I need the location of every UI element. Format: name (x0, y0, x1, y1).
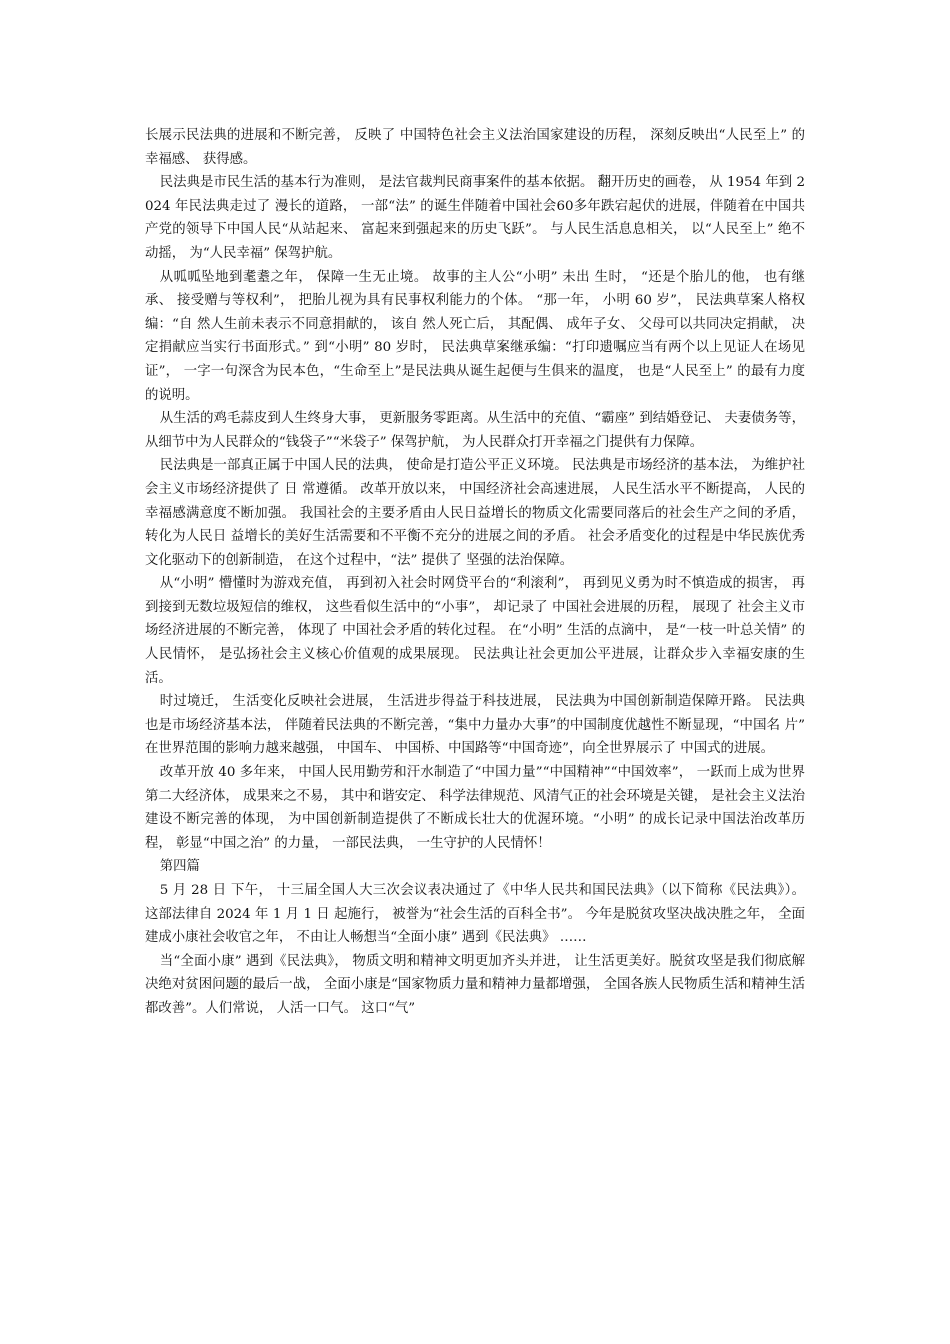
paragraph: 长展示民法典的进展和不断完善， 反映了 中国特色社会主义法治国家建设的历程， 深刻反映出“人民至上” 的幸福感、 获得感。 (145, 128, 805, 167)
paragraph: 时过境迁， 生活变化反映社会进展， 生活进步得益于科技进展， 民法典为中国创新制造保障开路。 民法典也是市场经济基本法， 伴随着民法典的不断完善，“集中力量办大事”的中国制度优越性不断显现，“中国名 片” 在世界范围的影响力越来越强， 中国车、 中国桥、中国路等“中国奇迹”，向全世界展示了 中国式的进展。 (145, 694, 805, 757)
document-body (145, 124, 805, 1021)
paragraph: 5 月 28 日 下午， 十三届全国人大三次会议表决通过了《中华人民共和国民法典》（以下简称《民法典》）。 这部法律自 2024 年 1 月 1 日 起施行， 被誉为“社会生活的百科全书”。 今年是脱贫攻坚决战决胜之年， 全面建成小康社会收官之年， 不由让人畅想当“全面小康” 遇到《民法典》 …… (145, 883, 805, 946)
paragraph: 民法典是市民生活的基本行为准则， 是法官裁判民商事案件的基本依据。 翻开历史的画卷， 从 1954 年到 2024 年民法典走过了 漫长的道路， 一部“法” 的诞生伴随着中国社会60多年跌宕起伏的进展，伴随着在中国共产党的领导下中国人民“从站起来、 富起来到强起来的历史飞跃”。 与人民生活息息相关， 以“人民至上” 绝不动摇， 为“人民幸福” 保驾护航。 (145, 175, 805, 261)
paragraph: 改革开放 40 多年来， 中国人民用勤劳和汗水制造了“中国力量”“中国精神”“中国效率”， 一跃而上成为世界第二大经济体， 成果来之不易， 其中和谐安定、 科学法律规范、风清气正的社会环境是关键， 是社会主义法治建设不断完善的体现， 为中国创新制造提供了不断成长壮大的优渥环境。“小明” 的成长记录中国法治改革历程， 彰显“中国之治” 的力量， 一部民法典， 一生守护的人民情怀！ (145, 765, 805, 851)
paragraph: 民法典是一部真正属于中国人民的法典， 使命是打造公平正义环境。 民法典是市场经济的基本法， 为维护社会主义市场经济提供了 日 常遵循。 改革开放以来， 中国经济社会高速进展， 人民生活水平不断提高， 人民的幸福感满意度不断加强。 我国社会的主要矛盾由人民日益增长的物质文化需要同落后的社会生产之间的矛盾， 转化为人民日 益增长的美好生活需要和不平衡不充分的进展之间的矛盾。 社会矛盾变化的过程是中华民族优秀文化驱动下的创新制造， 在这个过程中，“法” 提供了 坚强的法治保障。 (145, 458, 805, 568)
paragraph: 从生活的鸡毛蒜皮到人生终身大事， 更新服务零距离。从生活中的充值、“霸座” 到结婚登记、 夫妻债务等， 从细节中为人民群众的“钱袋子”“米袋子” 保驾护航， 为人民群众打开幸福之门提供有力保障。 (145, 411, 805, 450)
section-heading: 第四篇 (159, 859, 200, 875)
paragraph: 从“小明” 懵懂时为游戏充值， 再到初入社会时网贷平台的“利滚利”， 再到见义勇为时不慎造成的损害， 再到接到无数垃圾短信的维权， 这些看似生活中的“小事”， 却记录了 中国社会进展的历程， 展现了 社会主义市场经济进展的不断完善， 体现了 中国社会矛盾的转化过程。 在“小明” 生活的点滴中， 是“一枝一叶总关情” 的人民情怀， 是弘扬社会主义核心价值观的成果展现。 民法典让社会更加公平进展，让群众步入幸福安康的生活。 (145, 576, 805, 686)
paragraph: 当“全面小康” 遇到《民法典》， 物质文明和精神文明更加齐头并进， 让生活更美好。脱贫攻坚是我们彻底解决绝对贫困问题的最后一战， 全面小康是“国家物质力量和精神力量都增强， 全国各族人民物质生活和精神生活都改善”。人们常说， 人活一口气。 这口“气” (145, 953, 805, 1016)
paragraph: 从呱呱坠地到耄耋之年， 保障一生无止境。 故事的主人公“小明” 未出 生时， “还是个胎儿的他， 也有继承、 接受赠与等权利”， 把胎儿视为具有民事权利能力的个体。 “那一年， 小明 60 岁”， 民法典草案人格权编：“自 然人生前未表示不同意捐献的， 该自 然人死亡后， 其配偶、 成年子女、 父母可以共同决定捐献， 决定捐献应当实行书面形式。” 到“小明” 80 岁时， 民法典草案继承编：“打印遗嘱应当有两个以上见证人在场见证”， 一字一句深含为民本色，“生命至上”是民法典从诞生起便与生俱来的温度， 也是“人民至上” 的最有力度的说明。 (145, 269, 805, 403)
